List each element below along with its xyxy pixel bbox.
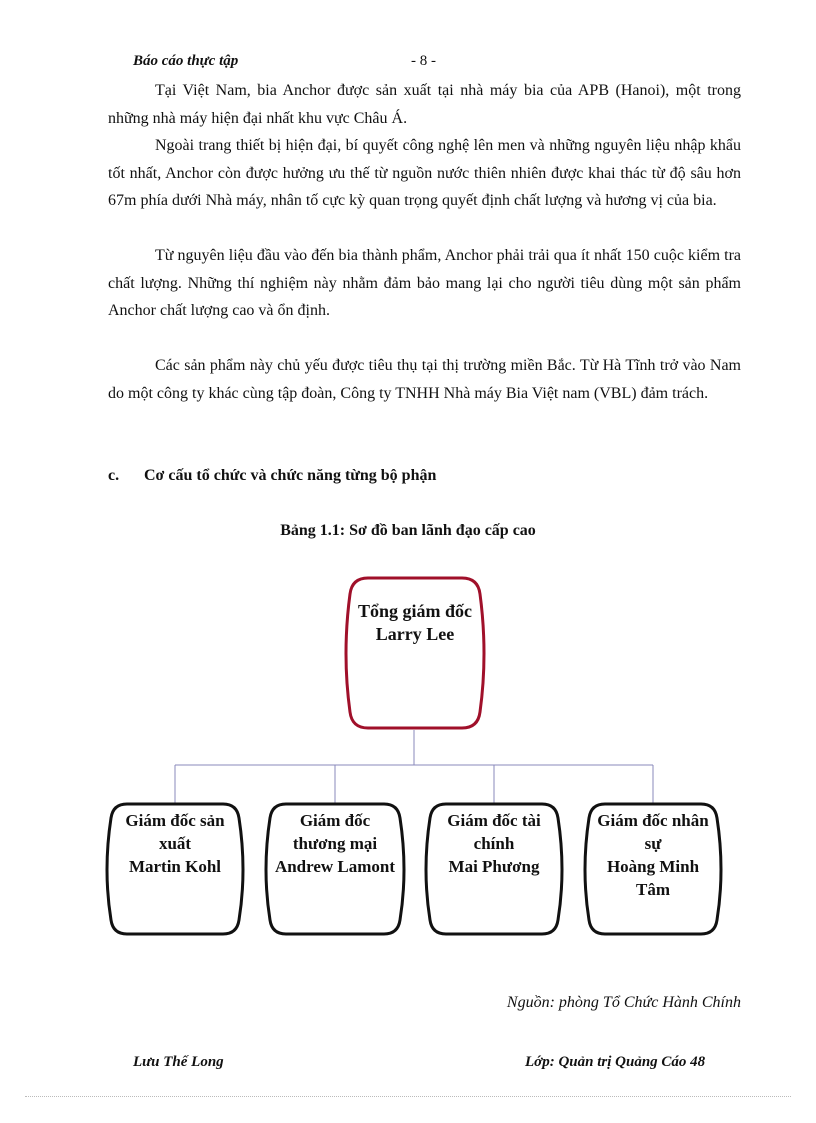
- paragraph-text: Tại Việt Nam, bia Anchor được sản xuất tại nhà máy bia của APB (Hanoi), một trong những nhà máy hiện đại nhất khu vực Châu Á.: [108, 82, 741, 127]
- section-title: Cơ cấu tổ chức và chức năng từng bộ phận: [144, 467, 437, 484]
- page-number: - 8 -: [411, 53, 436, 69]
- section-number: c.: [108, 467, 120, 484]
- subordinate-label-3: [432, 809, 556, 878]
- footer-class: Lớp: Quản trị Quảng Cáo 48: [525, 1054, 706, 1070]
- top-executive-label: [345, 600, 485, 646]
- subordinate-role-line1: Giám đốc sản: [125, 811, 225, 830]
- table-caption: Bảng 1.1: Sơ đồ ban lãnh đạo cấp cao: [280, 522, 536, 539]
- paragraph-text: Từ nguyên liệu đầu vào đến bia thành phẩm, Anchor phải trải qua ít nhất 150 cuộc kiểm tra chất lượng. Những thí nghiệm này nhằm đảm bảo mang lại cho người tiêu dùng một sản phẩm Anchor chất lượng cao và ổn định.: [108, 247, 741, 319]
- subordinate-label-2: [271, 809, 399, 878]
- org-connectors: [175, 730, 653, 803]
- subordinate-role-line1: Giám đốc nhân: [597, 811, 709, 830]
- subordinate-role-line1: Giám đốc tài: [447, 811, 541, 830]
- subordinate-role-line2: thương mại: [292, 834, 378, 853]
- subordinate-name-line1: Mai Phương: [448, 857, 540, 876]
- top-executive-role: Tổng giám đốc: [357, 601, 472, 621]
- footer-divider: [25, 1096, 791, 1097]
- page-header-title: Báo cáo thực tập: [133, 53, 239, 69]
- paragraph-text: Ngoài trang thiết bị hiện đại, bí quyết công nghệ lên men và những nguyên liệu nhập khẩu tốt nhất, Anchor còn được hưởng ưu thế từ nguồn nước thiên nhiên được khai thác từ độ sâu hơn 67m phía dưới Nhà máy, nhân tố cực kỳ quan trọng quyết định chất lượng và hương vị của bia.: [108, 137, 741, 209]
- subordinate-name-line1: Andrew Lamont: [274, 857, 396, 876]
- source-note: Nguồn: phòng Tổ Chức Hành Chính: [506, 994, 741, 1011]
- subordinate-role-line1: Giám đốc: [299, 811, 371, 830]
- subordinate-role-line2: chính: [473, 834, 515, 853]
- top-executive-name: Larry Lee: [375, 624, 455, 644]
- subordinate-name-line1: Hoàng Minh: [606, 857, 700, 876]
- subordinate-role-line2: xuất: [158, 834, 192, 853]
- subordinate-role-line2: sự: [644, 834, 662, 853]
- subordinate-name-line1: Martin Kohl: [128, 857, 222, 876]
- paragraph-text: Các sản phẩm này chủ yếu được tiêu thụ tại thị trường miền Bắc. Từ Hà Tĩnh trở vào Nam do một công ty khác cùng tập đoàn, Công ty TNHH Nhà máy Bia Việt nam (VBL) đảm trách.: [108, 357, 741, 402]
- subordinate-name-line2: Tâm: [636, 880, 670, 899]
- footer-author: Lưu Thế Long: [133, 1054, 224, 1070]
- subordinate-label-4: [591, 809, 715, 901]
- subordinate-label-1: [113, 809, 237, 878]
